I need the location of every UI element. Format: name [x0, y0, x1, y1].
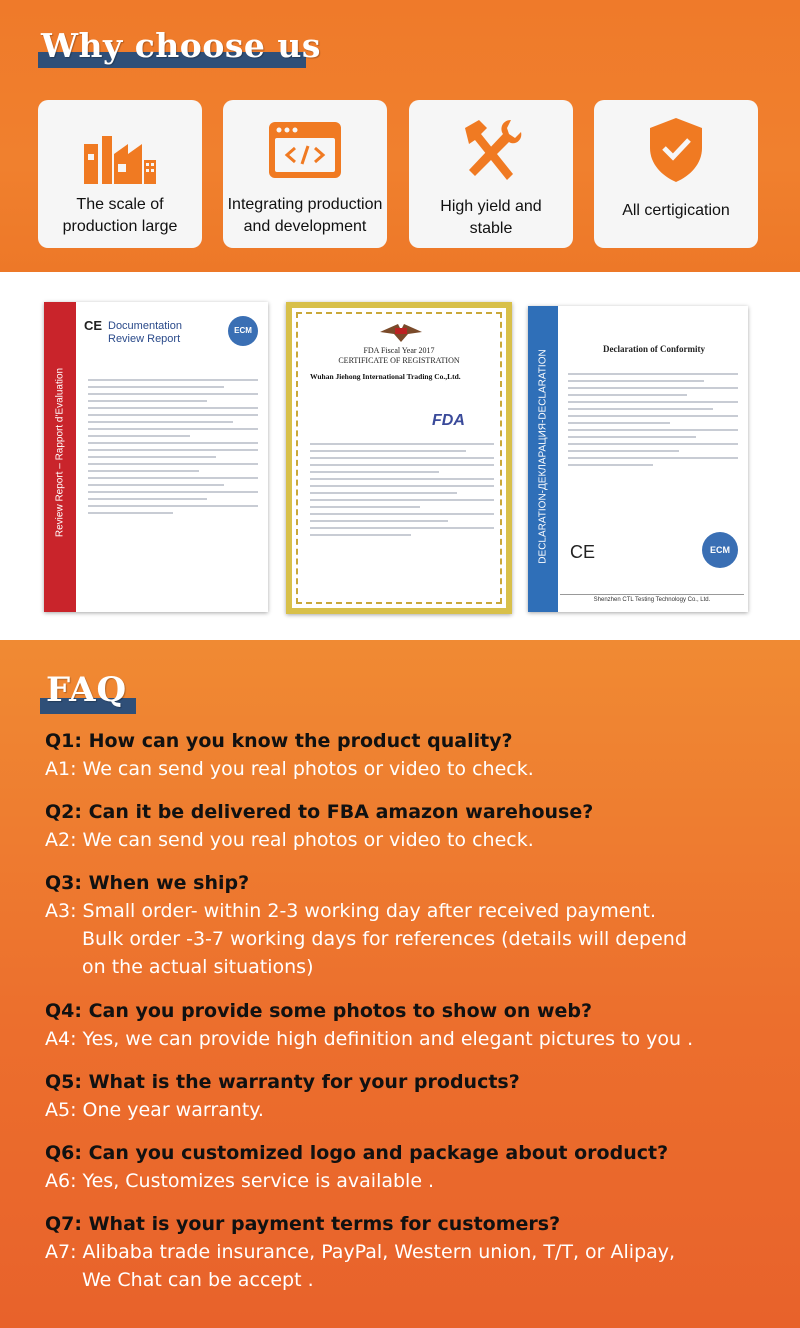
cert-side-text: DECLARATION-ДЕКЛАРАЦИЯ-DECLARATION	[537, 349, 549, 564]
faq-title	[40, 668, 127, 712]
factory-icon	[80, 114, 160, 186]
cert-footer: Shenzhen CTL Testing Technology Co., Ltd.	[560, 594, 744, 603]
ce-mark: CE	[84, 318, 103, 333]
why-title-text: Why choose us	[41, 26, 321, 65]
code-window-icon	[265, 114, 345, 186]
cert-body-lines	[310, 438, 494, 541]
tools-icon	[451, 114, 531, 186]
faq-question: Q2: Can it be delivered to FBA amazon warehouse?	[45, 801, 594, 823]
feature-label: Integrating production and development	[227, 196, 383, 235]
faq-item-5	[45, 1068, 765, 1124]
certificates-section	[0, 272, 800, 640]
faq-answer: A1: We can send you real photos or video to check.	[45, 758, 534, 780]
cert-side-text: Review Report – Rapport d'Evaluation	[54, 367, 66, 538]
faq-answer: A4: Yes, we can provide high definition and elegant pictures to you .	[45, 1028, 694, 1050]
faq-question: Q7: What is your payment terms for customers?	[45, 1213, 561, 1235]
why-title	[38, 24, 321, 64]
feature-label: All certigication	[622, 202, 730, 219]
fda-logo: FDA	[432, 412, 465, 429]
faq-section	[0, 640, 800, 1328]
certificate-declaration-conformity	[528, 306, 748, 612]
faq-item-4	[45, 997, 765, 1053]
faq-answer-continued: Bulk order -3-7 working days for references (details will depend	[82, 928, 687, 950]
faq-question: Q3: When we ship?	[45, 872, 250, 894]
faq-answer: A5: One year warranty.	[45, 1099, 264, 1121]
cert-body-lines	[568, 368, 738, 471]
faq-item-1	[45, 727, 765, 783]
ecm-badge: ECM	[702, 532, 738, 568]
feature-label: The scale of production large	[62, 196, 178, 235]
cert-title: Documentation Review Report	[108, 320, 182, 345]
faq-title-text: FAQ	[46, 670, 128, 710]
faq-question: Q6: Can you customized logo and package about oroduct?	[45, 1142, 669, 1164]
faq-item-6	[45, 1139, 765, 1195]
feature-card-yield	[409, 100, 573, 248]
shield-check-icon	[636, 114, 716, 186]
faq-item-2	[45, 798, 765, 854]
faq-item-7	[45, 1210, 765, 1294]
cert-body-lines	[88, 374, 258, 519]
eagle-flag-icon	[378, 320, 424, 344]
feature-card-scale	[38, 100, 202, 248]
cert-title: Declaration of Conformity	[603, 344, 705, 354]
certificate-documentation-review	[44, 302, 268, 612]
faq-question: Q4: Can you provide some photos to show on web?	[45, 1000, 593, 1022]
why-choose-us-section	[0, 0, 800, 272]
faq-item-3	[45, 869, 765, 981]
faq-question: Q1: How can you know the product quality?	[45, 730, 513, 752]
faq-answer: A3: Small order- within 2-3 working day after received payment.	[45, 900, 657, 922]
faq-answer: A2: We can send you real photos or video to check.	[45, 829, 534, 851]
cert-company: Wuhan Jiehong International Trading Co.,Ltd.	[310, 372, 461, 381]
certificate-fda	[286, 302, 512, 614]
faq-answer-continued: We Chat can be accept .	[82, 1269, 314, 1291]
feature-card-integrating	[223, 100, 387, 248]
feature-label: High yield and stable	[440, 198, 542, 237]
cert-title: FDA Fiscal Year 2017 CERTIFICATE OF REGISTRATION	[338, 346, 460, 365]
faq-answer: A7: Alibaba trade insurance, PayPal, Western union, T/T, or Alipay,	[45, 1241, 676, 1263]
faq-answer: A6: Yes, Customizes service is available .	[45, 1170, 435, 1192]
faq-question: Q5: What is the warranty for your products?	[45, 1071, 520, 1093]
feature-card-cert	[594, 100, 758, 248]
ce-mark: CE	[570, 542, 596, 562]
ecm-badge: ECM	[228, 316, 258, 346]
faq-answer-continued: on the actual situations)	[82, 956, 314, 978]
